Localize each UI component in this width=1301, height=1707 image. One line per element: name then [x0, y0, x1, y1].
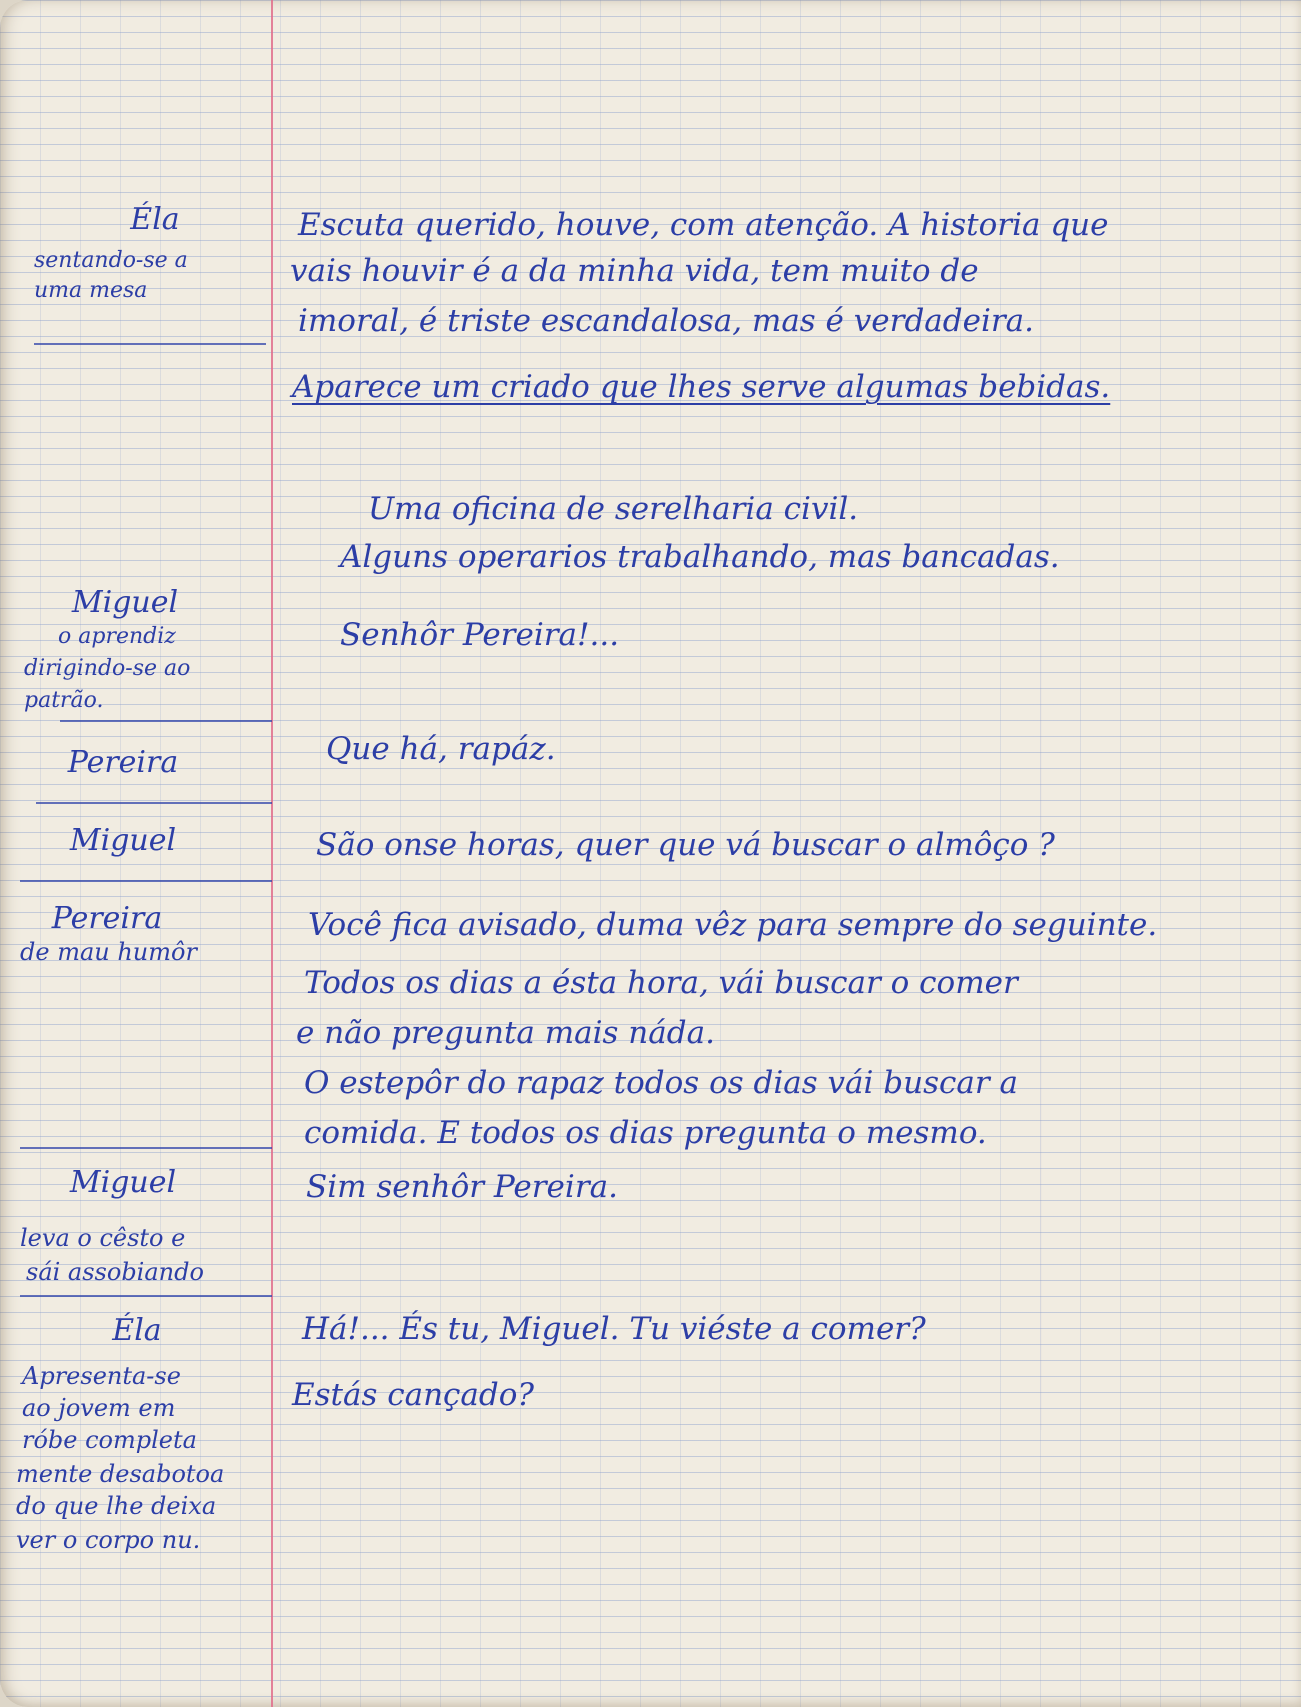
dialogue-line: São onse horas, quer que vá buscar o almôço ? [316, 827, 1055, 863]
stage-note-ela-2b: ao jovem em [22, 1394, 176, 1422]
stage-note-miguel-1a: o aprendiz [58, 624, 176, 649]
sidebar-divider [20, 880, 272, 882]
dialogue-line: Que há, rapáz. [326, 731, 556, 767]
dialogue-line: Senhôr Pereira!... [340, 617, 620, 653]
sidebar-divider [20, 1147, 272, 1149]
stage-note-miguel-1c: patrão. [24, 688, 104, 713]
speaker-ela-2: Éla [112, 1313, 162, 1348]
stage-note-ela-2f: ver o corpo nu. [16, 1526, 201, 1554]
dialogue-line: vais houvir é a da minha vida, tem muito de [290, 253, 979, 289]
margin-line [271, 0, 273, 1707]
dialogue-line: Estás cançado? [292, 1377, 535, 1413]
speaker-miguel-1: Miguel [71, 585, 179, 620]
dialogue-line: Sim senhôr Pereira. [306, 1169, 618, 1205]
dialogue-line: Todos os dias a ésta hora, vái buscar o comer [304, 965, 1018, 1001]
stage-note-ela-2a: Apresenta-se [22, 1362, 181, 1390]
sidebar-divider [34, 343, 266, 345]
stage-note-miguel-1b: dirigindo-se ao [24, 656, 191, 681]
dialogue-line: Você fica avisado, duma vêz para sempre do seguinte. [308, 907, 1158, 943]
scene-description: Uma oficina de serelharia civil. [368, 491, 859, 527]
dialogue-line: Há!... És tu, Miguel. Tu viéste a comer? [302, 1311, 926, 1347]
dialogue-line: imoral, é triste escandalosa, mas é verdadeira. [298, 303, 1035, 339]
dialogue-line: O estepôr do rapaz todos os dias vái buscar a [304, 1065, 1018, 1101]
stage-note-ela-2c: róbe completa [22, 1426, 197, 1454]
dialogue-line: comida. E todos os dias pregunta o mesmo. [304, 1115, 987, 1151]
stage-note-pereira-2a: de mau humôr [20, 938, 197, 966]
stage-note-ela-1a: sentando-se a [34, 248, 188, 273]
speaker-pereira-2: Pereira [51, 901, 163, 936]
stage-note-miguel-3b: sái assobiando [26, 1258, 204, 1286]
speaker-miguel-3: Miguel [69, 1165, 177, 1200]
sidebar-divider [36, 802, 272, 804]
scene-description: Alguns operarios trabalhando, mas bancadas. [340, 539, 1060, 575]
sidebar-divider [20, 1295, 272, 1297]
speaker-pereira-1: Pereira [67, 745, 179, 780]
speaker-miguel-2: Miguel [69, 823, 177, 858]
stage-note-ela-2e: do que lhe deixa [16, 1492, 217, 1520]
stage-note-ela-1b: uma mesa [34, 278, 148, 303]
dialogue-line: e não pregunta mais náda. [296, 1015, 715, 1051]
stage-note-ela-2d: mente desabotoa [16, 1460, 225, 1488]
stage-note-miguel-3a: leva o cêsto e [20, 1224, 186, 1252]
bleed-through-texture [1040, 230, 1242, 1430]
speaker-ela-1: Éla [130, 202, 180, 237]
stage-direction: Aparece um criado que lhes serve algumas bebidas. [292, 369, 1111, 405]
sidebar-divider [60, 720, 272, 722]
dialogue-line: Escuta querido, houve, com atenção. A historia que [298, 207, 1109, 243]
